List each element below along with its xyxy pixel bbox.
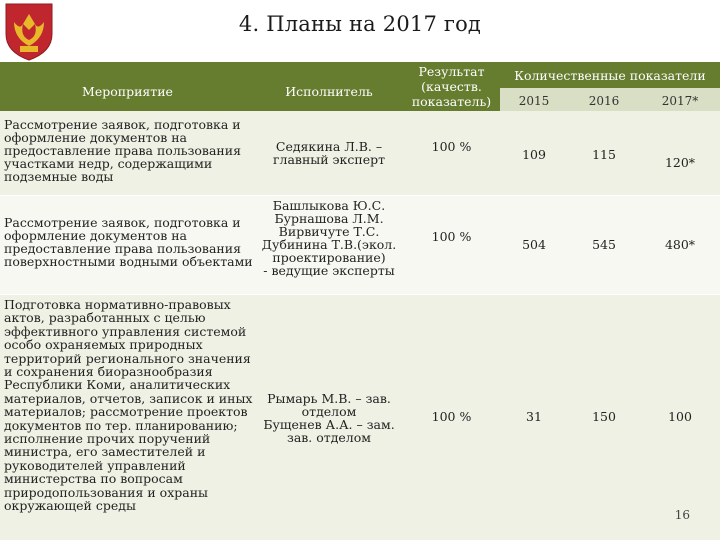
row2-value-2015: 504: [522, 237, 546, 252]
header-executor: Исполнитель: [285, 84, 373, 99]
row1-result: 100 %: [431, 139, 472, 154]
row2-activity: Рассмотрение заявок, подготовка и оформление документов на предоставление права пользования поверхностными водными объектами: [4, 215, 253, 269]
row1-value-2015: 109: [522, 147, 546, 162]
row3-value-2015: 31: [526, 409, 542, 424]
header-year-2016: 2016: [588, 94, 620, 108]
header-result: Результат (качеств. показатель): [411, 64, 492, 109]
row3-executor: Рымарь М.В. – зав. отделом Бущенев А.А. – зам. зав. отделом: [263, 391, 395, 445]
page-number: 16: [674, 508, 690, 522]
row2-value-2017: 480*: [664, 237, 696, 252]
row1-value-2017: 120*: [664, 155, 696, 170]
header-quantitative: Количественные показатели: [514, 68, 706, 83]
row2-result: 100 %: [431, 229, 472, 244]
row2-value-2016: 545: [592, 237, 616, 252]
header-year-2015: 2015: [518, 94, 550, 108]
row3-result: 100 %: [431, 409, 472, 424]
row3-activity: Подготовка нормативно-правовых актов, разработанных с целью эффективного управления системой особо охраняемых природных территорий регионального значения и сохранения биоразнообразия Республики Коми, аналитических материалов, отчетов, записок и иных материалов; рассмотрение проектов документов по тер. планированию; исполнение прочих поручений министра, его заместителей и руководителей управлений министерства по вопросам природопользования и охраны окружающей среды: [4, 297, 253, 514]
row1-executor: Седякина Л.В. – главный эксперт: [272, 139, 386, 167]
row2-executor: Башлыкова Ю.С. Бурнашова Л.М. Вирвичуте Т.С. Дубинина Т.В.(экол. проектирование) - ведущие эксперты: [261, 198, 397, 278]
row3-value-2016: 150: [592, 409, 616, 424]
plans-table: [0, 62, 720, 540]
row1-value-2016: 115: [592, 147, 616, 162]
header-year-2017: 2017*: [661, 94, 699, 108]
header-activity: Мероприятие: [82, 84, 173, 99]
row1-activity: Рассмотрение заявок, подготовка и оформление документов на предоставление права пользования участками недр, содержащими подземные воды: [4, 117, 241, 184]
page-title: 4. Планы на 2017 год: [238, 12, 482, 36]
row3-value-2017: 100: [668, 409, 692, 424]
